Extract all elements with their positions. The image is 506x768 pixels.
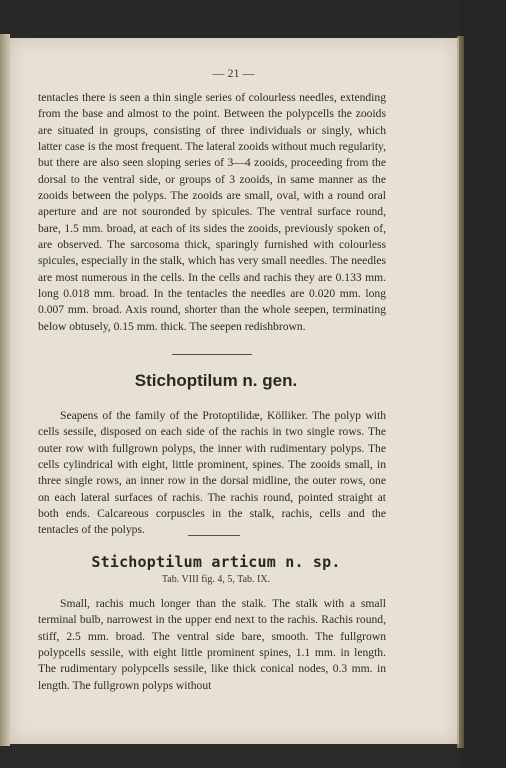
genus-heading: Stichoptilum n. gen. bbox=[134, 371, 298, 390]
background-right bbox=[460, 0, 506, 768]
book-spine bbox=[0, 34, 10, 746]
section-divider bbox=[172, 354, 252, 355]
section-divider bbox=[188, 535, 240, 536]
species-heading: Stichoptilum articum n. sp. bbox=[91, 553, 341, 571]
book-page bbox=[10, 38, 459, 744]
species-reference: Tab. VIII fig. 4, 5, Tab. IX. bbox=[161, 574, 271, 585]
genus-description: Seapens of the family of the Protoptilidæ, Kölliker. The polyp with cells sessile, disposed on each side of the rachis in two single rows. The outer row with fullgrown polyps, the inner with rudimentary polyps. The cells cylindrical with eight, little prominent, spines. The zooids small, in three single rows, an inner row in the dorsal midline, the outer rows, one on each lateral surfaces of rachis. The rachis round, pointed straight at both ends. Calcareous corpuscles in the stalk, rachis, cells and the tentacles of the polyps. bbox=[38, 409, 386, 537]
species-description: Small, rachis much longer than the stalk. The stalk with a small terminal bulb, narrowest in the upper end next to the rachis. Rachis round, stiff, 2.5 mm. broad. The ventral side bare, smooth. The fullgrown polypcells sessile, with eight little prominent spines, 1.1 mm. in length. The rudimentary polypcells sessile, like thick conical nodes, 0.3 mm. in length. The fullgrown polyps without bbox=[38, 597, 386, 692]
page-number: — 21 — bbox=[212, 66, 255, 80]
continued-paragraph: tentacles there is seen a thin single series of colourless needles, extending from the base and almost to the point. Between the polypcells the zooids are situated in groups, consisting of three individuals or singly, which latter case is the most frequent. The lateral zooids without much regularity, but there are also seen sloping series of 3—4 zooids, proceeding from the dorsal to the ventral side, or groups of 3 zooids, in same manner as the zooids between the polyps. The zooids are small, oval, with a round oral aperture and are not souronded by spicules. The ventral surface round, bare, 1.5 mm. broad, at each of its sides the zooids, previously spoken of, are observed. The sarcosoma thick, sparingly furnished with colourless spicules, especially in the stalk, which has very small needles. The needles are most numerous in the cells. In the cells and rachis they are 0.133 mm. long 0.018 mm. broad. In the tentacles the needles are 0.020 mm. long 0.007 mm. broad. Axis round, shorter than the whole seepen, terminating below obtusely, 0.15 mm. thick. The seepen redishbrown. bbox=[38, 91, 386, 333]
background-top bbox=[0, 0, 506, 40]
